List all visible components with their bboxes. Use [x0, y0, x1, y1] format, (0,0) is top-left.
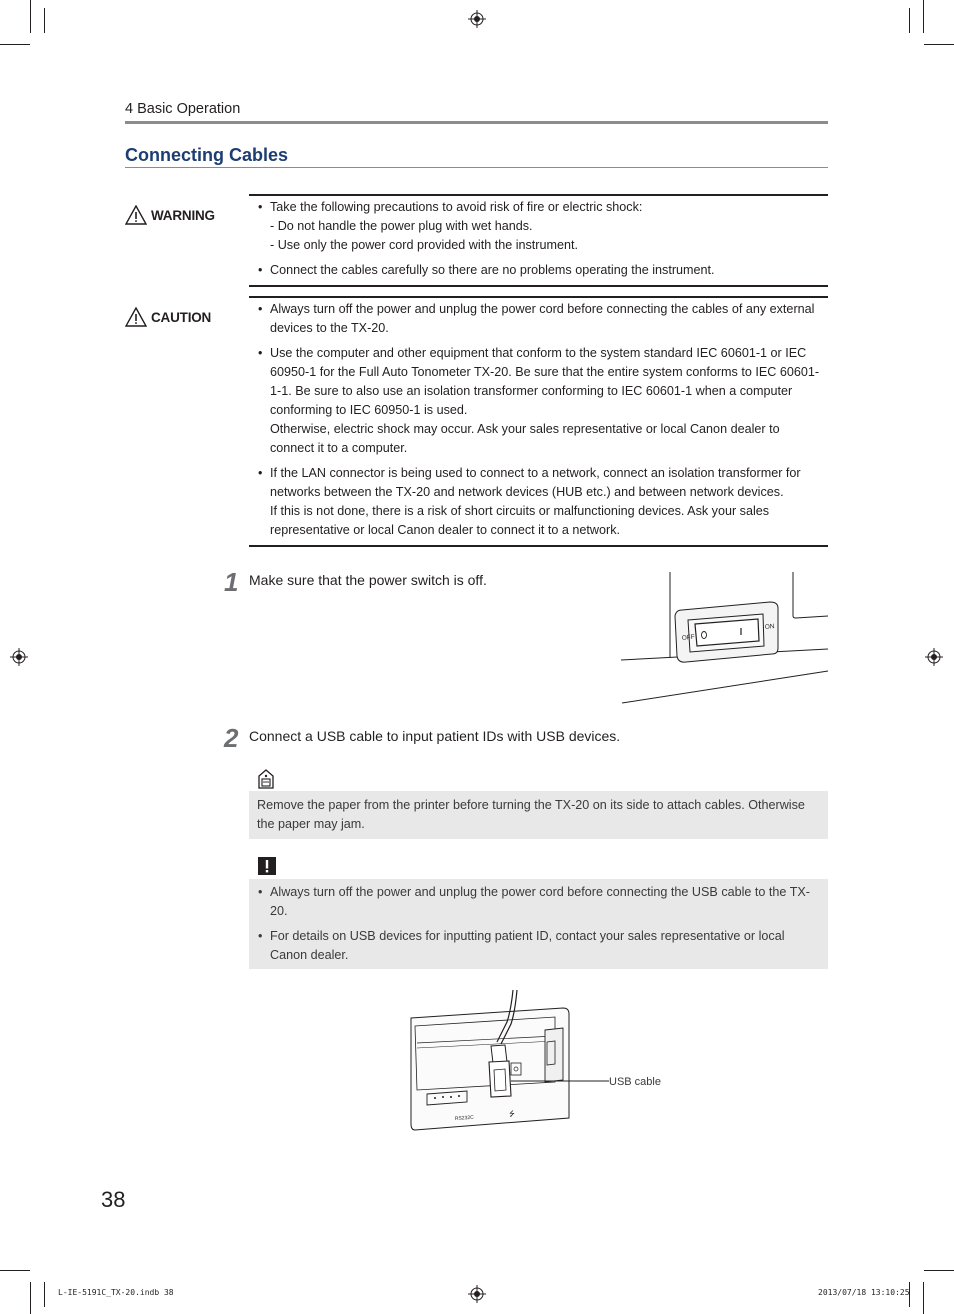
footer-timestamp: 2013/07/18 13:10:25: [818, 1288, 910, 1297]
warning-item: [258, 261, 824, 280]
port-label: RS232C: [454, 1114, 474, 1122]
usb-connection-figure: [405, 990, 675, 1135]
caution-top-rule: [249, 296, 828, 298]
note-text: Remove the paper from the printer before turning the TX-20 on its side to attach cables. Otherwise the paper may jam.: [257, 798, 805, 831]
crop-mark: [44, 1282, 45, 1307]
step-text: Make sure that the power switch is off.: [249, 572, 487, 588]
important-box: [249, 879, 828, 969]
note-memo-icon: [258, 769, 274, 789]
registration-mark-icon: [10, 648, 28, 666]
important-list: [258, 883, 818, 971]
important-item-text: For details on USB devices for inputting patient ID, contact your sales representative or local Canon dealer.: [270, 929, 785, 962]
crop-mark: [0, 44, 30, 45]
section-rule: [125, 167, 828, 168]
warning-label: [125, 205, 215, 225]
caution-item: [258, 464, 824, 540]
crop-mark: [30, 0, 31, 33]
crop-mark: [923, 1282, 924, 1314]
crop-mark: [0, 1270, 30, 1271]
important-item: [258, 927, 818, 965]
registration-mark-icon: [468, 10, 486, 28]
crop-mark: [924, 44, 954, 45]
caution-item-text: If the LAN connector is being used to connect to a network, connect an isolation transformer for networks between the TX-20 and network devices (HUB etc.) and between network devices.: [270, 466, 801, 499]
usb-cable-callout: USB cable: [609, 1076, 661, 1088]
warning-item-text: Connect the cables carefully so there are no problems operating the instrument.: [270, 263, 715, 277]
caution-item-text: Use the computer and other equipment that conform to the system standard IEC 60601-1 or IEC 60950-1 for the Full Auto Tonometer TX-20. Be sure that the entire system conforms to IEC 60601-1-1. Be sure to also use an isolation transformer conforming to IEC 60601-1 when a computer conforming to IEC 60950-1 is used.: [270, 346, 820, 417]
caution-item-continuation: If this is not done, there is a risk of short circuits or malfunctioning devices. Ask your sales representative or local Canon dealer to connect it to a network.: [270, 504, 770, 537]
crop-mark: [909, 8, 910, 33]
caution-item-continuation: Otherwise, electric shock may occur. Ask your sales representative or local Canon dealer to connect it to a computer.: [270, 422, 780, 455]
caution-item: [258, 300, 824, 338]
important-item-text: Always turn off the power and unplug the power cord before connecting the USB cable to the TX-20.: [270, 885, 810, 918]
registration-mark-icon: [468, 1285, 486, 1303]
warning-triangle-icon: [125, 205, 147, 225]
step-number: 2: [224, 723, 239, 753]
registration-mark-icon: [925, 648, 943, 666]
warning-item: [258, 198, 824, 255]
warning-subitem: - Do not handle the power plug with wet hands.: [270, 219, 533, 233]
warning-list: [258, 198, 824, 286]
warning-label-text: WARNING: [151, 207, 215, 223]
crop-mark: [30, 1282, 31, 1314]
power-switch-figure: [620, 572, 830, 707]
usb-symbol-icon: ⭍: [509, 1110, 515, 1118]
important-exclamation-icon: [258, 857, 276, 875]
section-title: Connecting Cables: [125, 145, 289, 165]
caution-bottom-rule: [249, 545, 828, 547]
caution-item-text: Always turn off the power and unplug the power cord before connecting the cables of any external devices to the TX-20.: [270, 302, 815, 335]
step-text: Connect a USB cable to input patient IDs with USB devices.: [249, 728, 621, 744]
crop-mark: [924, 1270, 954, 1271]
warning-subitem: - Use only the power cord provided with the instrument.: [270, 238, 578, 252]
caution-item: [258, 344, 824, 458]
warning-item-text: Take the following precautions to avoid risk of fire or electric shock:: [270, 200, 643, 214]
warning-top-rule: [249, 194, 828, 196]
footer-file: L-IE-5191C_TX-20.indb 38: [58, 1288, 174, 1297]
important-item: [258, 883, 818, 921]
caution-label: [125, 307, 211, 327]
crop-mark: [923, 0, 924, 33]
note-box: [249, 791, 828, 839]
chapter-heading: 4 Basic Operation: [125, 101, 241, 117]
switch-on-label: ON: [764, 623, 775, 631]
caution-list: [258, 300, 824, 546]
page-number: 38: [101, 1187, 126, 1212]
warning-bottom-rule: [249, 285, 828, 287]
crop-mark: [44, 8, 45, 33]
caution-label-text: CAUTION: [151, 309, 212, 325]
step-number: 1: [224, 567, 239, 597]
caution-triangle-icon: [125, 307, 147, 327]
switch-off-label: OFF: [681, 633, 696, 642]
chapter-rule: [125, 121, 828, 124]
